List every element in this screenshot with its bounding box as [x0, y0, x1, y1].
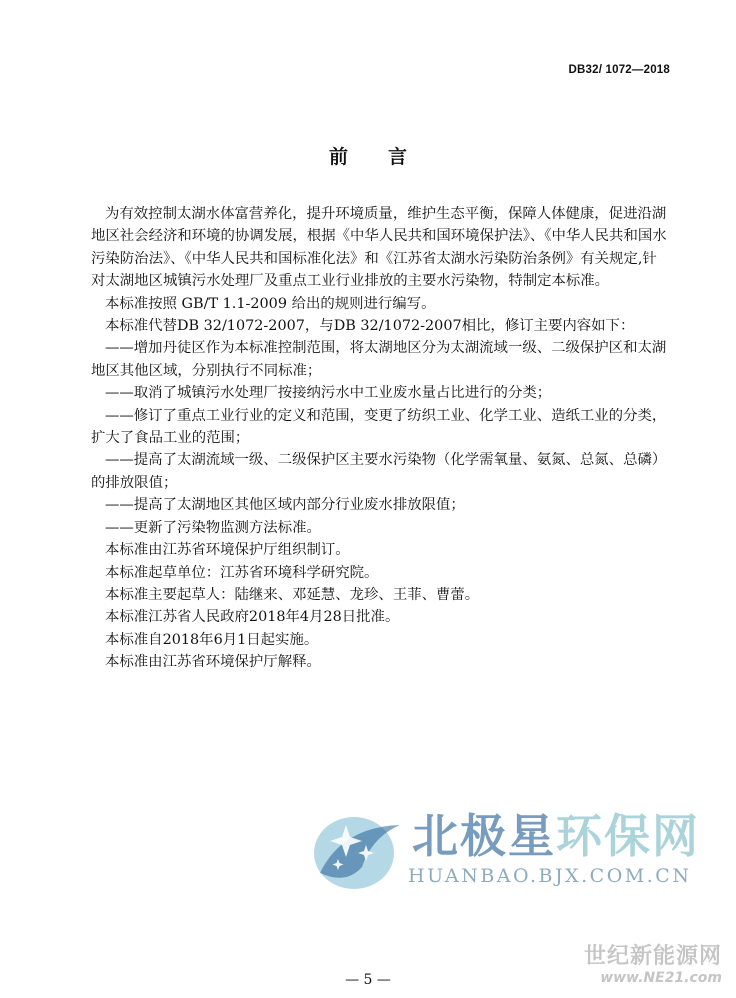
preface-body — [91, 203, 671, 674]
paragraph — [91, 584, 671, 606]
paragraph-text: ——取消了城镇污水处理厂按接纳污水中工业废水量占比进行的分类； — [105, 385, 552, 402]
paragraph — [91, 651, 671, 673]
watermark-brand — [412, 807, 700, 865]
paragraph — [91, 562, 671, 584]
paragraph-text: 为有效控制太湖水体富营养化，提升环境质量，维护生态平衡，保障人体健康，促进沿湖地区社会经济和环境的协调发展，根据《中华人民共和国环境保护法》、《中华人民共和国水污染防治法》、《中华人民共和国标准化法》和《江苏省太湖水污染防治条例》有关规定,针对太湖地区城镇污水处理厂及重点工业行业排放的主要水污染物，特制定本标准。 — [91, 206, 667, 290]
list-item — [91, 337, 671, 382]
page-number: — 5 — — [345, 972, 391, 988]
paragraph-text: 本标准按照 GB/T 1.1-2009 给出的规则进行编写。 — [105, 295, 436, 312]
paragraph-text: 本标准起草单位：江苏省环境科学研究院。 — [105, 564, 379, 581]
list-item — [91, 382, 671, 404]
paragraph — [91, 606, 671, 628]
list-item — [91, 494, 671, 516]
watermark — [302, 805, 722, 905]
paragraph — [91, 315, 671, 337]
star-logo-icon — [302, 807, 410, 891]
paragraph-text: ——修订了重点工业行业的定义和范围，变更了纺织工业、化学工业、造纸工业的分类，扩大了食品工业的范围； — [91, 407, 667, 447]
secondary-watermark-brand: 世纪新能源网 — [583, 944, 722, 969]
list-item — [91, 405, 671, 450]
paragraph-text: 本标准由江苏省环境保护厅组织制订。 — [105, 542, 350, 559]
watermark-brand-part1: 北极星 — [412, 809, 556, 863]
document-code: DB32/ 1072—2018 — [568, 64, 670, 76]
watermark-url: HUANBAO.BJX.COM.CN — [408, 865, 692, 887]
paragraph-text: 本标准代替DB 32/1072-2007，与DB 32/1072-2007相比，修订主要内容如下： — [105, 318, 635, 335]
paragraph-text: ——提高了太湖地区其他区域内部分行业废水排放限值； — [105, 497, 465, 514]
paragraph-text: 本标准自2018年6月1日起实施。 — [105, 631, 319, 648]
paragraph-intro — [91, 203, 671, 293]
paragraph-text: 本标准江苏省人民政府2018年4月28日批准。 — [105, 609, 400, 626]
paragraph-text: ——提高了太湖流域一级、二级保护区主要水污染物（化学需氧量、氨氮、总氮、总磷）的排放限值； — [91, 452, 667, 491]
paragraph — [91, 629, 671, 651]
watermark-brand-part2: 环保网 — [556, 809, 700, 863]
list-item — [91, 517, 671, 539]
paragraph-text: ——更新了污染物监测方法标准。 — [105, 519, 321, 536]
list-item — [91, 449, 671, 494]
secondary-watermark-url: www.NE21.com — [600, 970, 722, 986]
paragraph — [91, 293, 671, 315]
paragraph — [91, 539, 671, 561]
section-title: 前言 — [328, 146, 447, 168]
paragraph-text: 本标准主要起草人：陆继来、邓延慧、龙珍、王菲、曹蕾。 — [105, 586, 480, 603]
paragraph-text: 本标准由江苏省环境保护厅解释。 — [105, 654, 321, 671]
paragraph-text: ——增加丹徒区作为本标准控制范围，将太湖地区分为太湖流域一级、二级保护区和太湖地区其他区域，分别执行不同标准； — [91, 340, 667, 379]
